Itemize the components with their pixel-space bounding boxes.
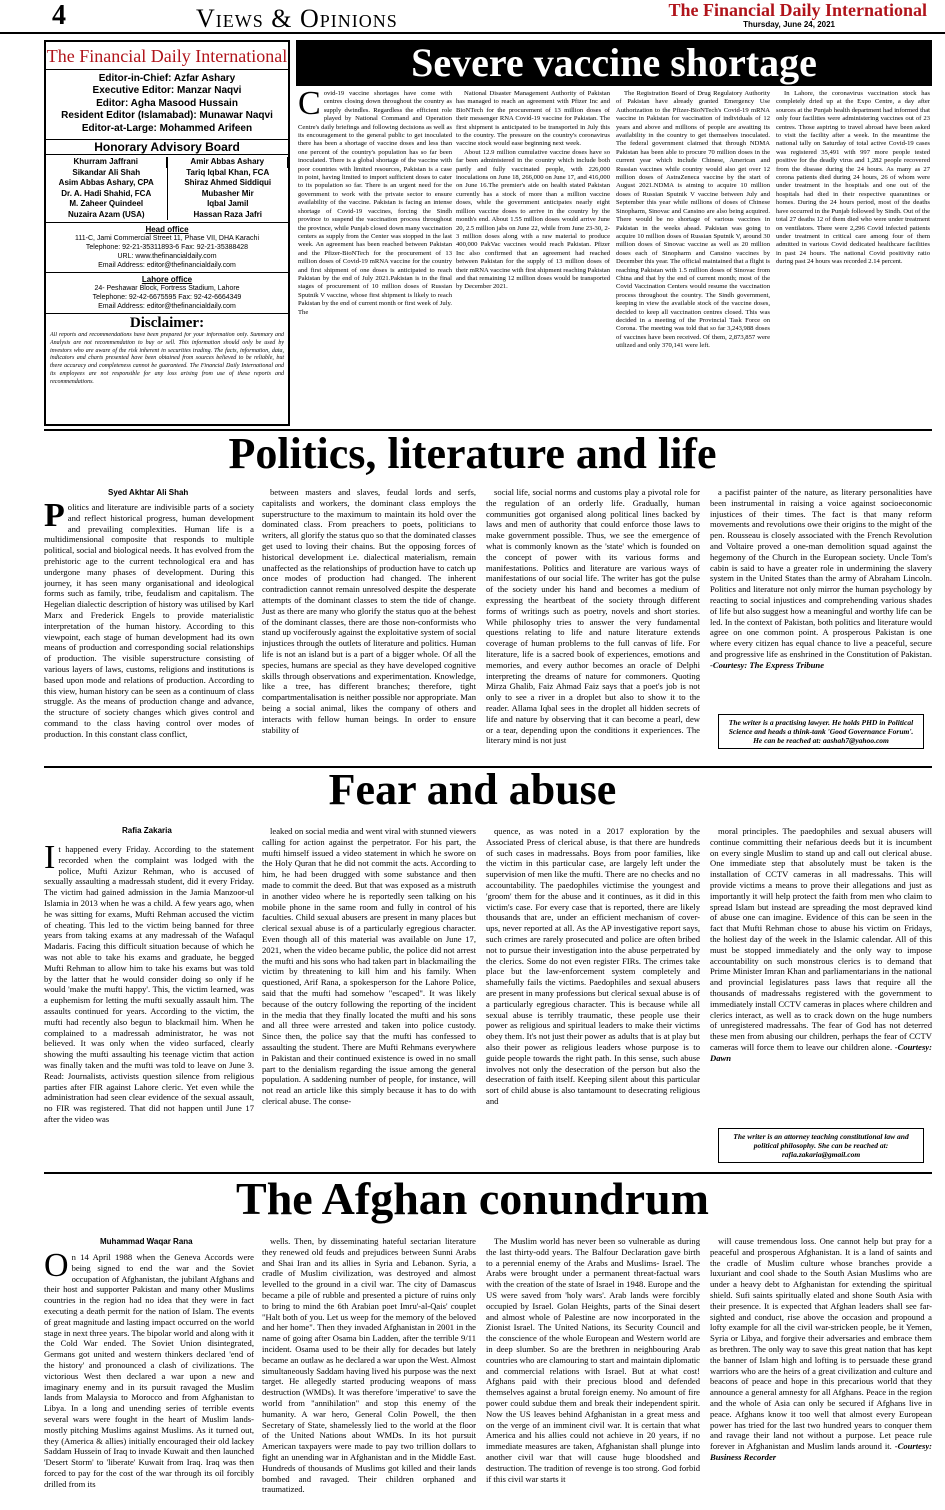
article-1-headline: Politics, literature and life	[228, 429, 717, 478]
article-2-byline: Rafia Zakaria	[122, 826, 172, 835]
article-2-column-2	[262, 826, 476, 1166]
article-3-column-1	[44, 1252, 254, 1506]
head-office-address	[46, 234, 288, 273]
board-member: Shiraz Ahmed Siddiqui	[184, 178, 272, 188]
paragraph: National Disaster Management Authority of Pakistan has managed to reach an agreement with Pfizer Inc and BioNTech for the procurement of 13 million doses of their messenger RNA Covid-19 vaccine for Pakistan. The first shipment is anticipated to be transported in July this to the country. The pressure on the country's coronavirus vaccine stock would ease beginning next week.	[456, 90, 610, 148]
column-text: t happened every Friday. According to the statement recorded when the complaint was lodged with the police, Mufti Azizur Rehman, who is accused of sexually assaulting a madressah student, did it every Friday. The victim had gained admission in the Jamia Manzoor-ul Islamia in 2013 when he was a child. A few years ago, when he was sitting for exams, Mufti Rehman accused the victim of cheating. This led to the victim being banned for three years from taking exams at any madressah of the Wafaqul Madaris. Facing this difficult situation because of which he was not able to take his exams and graduate, he begged Mufti Rehman to allow him to take his exams but was told by the latter that he would consider doing so only if he would 'make the mufti happy'. This, the victim learned, was a euphemism for letting the mufti sexually assault him. The assaults continued for years. According to the victim, the mufti had recently also begun to blackmail him. When he complained to a madressah administrator, he was not believed. It was only when the video surfaced, clearly showing the mufti assaulting his teenage victim that action was finally taken and the mufti was told to leave on June 3. Read: Journalists, activists question silence from religious parties after FIR against Lahore cleric. Yet even while the administration had seen clear evidence of the sexual assault, no FIR was registered. That did not happen until June 17 after the video was	[44, 844, 254, 1124]
editor-line: Editor-in-Chief: Azfar Ashary	[98, 73, 236, 84]
drop-cap: P	[44, 502, 65, 534]
drop-cap: O	[44, 1252, 69, 1284]
board-member: Tariq Iqbal Khan, FCA	[186, 167, 270, 177]
box-paper-name: The Financial Daily International	[46, 42, 288, 70]
drop-cap: C	[298, 90, 321, 122]
paragraph: leaked on social media and went viral with stunned viewers calling for action against the perpetrator. For his part, the mufti himself issued a video statement in which he swore on the Holy Quran that he did not commit the acts. According to him, he had been drugged with some substance and then made to commit the deed. But that was exposed as a mistruth in another video where he is reportedly seen talking on his mobile phone in the same room and fully in control of his faculties. Child sexual abusers are present in many places but clerical sexual abuse is of a particularly egregious character. Even though all of this material was available on June 17, 2021, when the video became public, the police did not arrest the mufti and his sons who had taken part in blackmailing the victim by threatening to kill him and his family. When questioned, Arif Rana, a spokesperson for the Lahore Police, said that the mufti had somehow "escaped". It was likely because of the outcry following the reporting of the incident in the media that they finally located the mufti and his sons and all three were arrested and taken into police custody. Since then, the police say that the mufti has confessed to assaulting the student. There are Mufti Rehmans everywhere in Pakistan and their continued existence is owed in no small part to the denialism regarding the issue among the general population. A saddening number of people, for instance, will not read an article like this simply because it has to do with clerical abuse. The conse-	[262, 826, 476, 1106]
paragraph: In Lahore, the coronavirus vaccination stock has completely dried up at the Expo Centre, a day after sources at the Punjab health department had informed that only four facilities were administering vaccines out of 23 centres. Those aspiring to travel abroad have been asked to visit the facility after a week. In the meantime the national tally on Saturday of total active Covid-19 cases was registered 35,491 with 997 more people tested positive for the deadly virus and 1,282 people recovered from the disease during the 24 hours. As many as 27 corona patients died during 24 hours, 26 of whom were under treatment in the hospitals and one out of the hospitals had died in their respective quarantines or homes. During the 24 hours period, most of the deaths have occurred in the Punjab followed by Sindh. Out of the total 27 deaths 12 of them died who were under treatment on ventilators. There were 2,296 Covid infected patients under treatment in critical care among four of them admitted in various Covid dedicated healthcare facilities in past 24 hours. The national Covid positivity ratio during past 24 hours was recorded 2.14 percent.	[776, 90, 930, 266]
address-line: Email Address: editor@thefinancialdaily.com	[98, 262, 236, 270]
paragraph: About 12.9 million cumulative vaccine doses have so far been administered in the country which include both partly and fully vaccinated people, with 226,000 inoculations on June 18, 266,000 on June 17, and 416,000 on June 16.The premier's aide on health stated Pakistan currently has a stock of more than a million vaccine doses, while the government anticipates nearly eight million vaccine doses to arrive in the country by the month's end. About 1.55 million doses would arrive June 20, 2.5 million jabs on June 22, while from June 23-30, 2-3 million doses along with a raw material to produce 400,000 PakVac vaccines would reach Pakistan. Pfizer Inc also confirmed that an agreement had reached between Pakistan for the supply of 13 million doses of their mRNA vaccine with first shipment reaching Pakistan and that remaining 12 million doses would be transported by December 2021.	[456, 148, 610, 291]
disclaimer-text: All reports and recommendations have been prepared for your information only. Summary and Analysis are not recommendation to buy or sell. This information should only be used by investors who are aware of the risk inherent in securities trading. The facts, information, data, indicators and charts presented have been obtained from sources believed to be reliable, but there accuracy and completeness cannot be guaranteed. The Financial Daily International and its employees are not responsible for any loss arising from use of these reports and recommendations.	[50, 332, 284, 385]
section-title: Views & Opinions	[196, 4, 398, 33]
address-line: Telephone: 92-42-6675595 Fax: 92-42-6664349	[92, 294, 242, 302]
drop-cap: I	[44, 844, 56, 876]
article-3-column-4	[710, 1236, 932, 1506]
paragraph: quence, as was noted in a 2017 exploration by the Associated Press of clerical abuse, is that there are hundreds of such cases in madressahs. Boys from poor families, like the victim in this particular case, are largely left under the supervision of men like the mufti. There are no checks and no accountability. The paedophiles victimise the youngest and 'groom' them for the abuse and it continues, as it did in this victim's case. For every case that is reported, there are likely thousands that are, under an efficient mechanism of cover-ups, never reported at all. As the AP investigative report says, such crimes are rarely prosecuted and police are often bribed not to pursue their investigation into the abuse perpetrated by the clerics. Some do not even register FIRs. The crimes take place but the law-enforcement system completely and shamefully fails the victims. Paedophiles and sexual abusers are present in many professions but clerical sexual abuse is of a particularly egregious character. This is because while all sexual abuse is terribly traumatic, these people use their power as religious and spiritual leaders to make their victims obey them. It's not just their power as adults that is at play but also their power as religious leaders whose purpose is to guide people towards the right path. In this sense, such abuse involves not only the desecration of the person but also the desecration of faith itself. Keeping silent about this particular sort of child abuse is also tantamount to desecrating religious and	[486, 826, 700, 1106]
author-note: The writer is an attorney teaching constitutional law and political philosophy. She can be reached at: rafia.zakaria@gmail.com	[718, 1128, 924, 1163]
board-member: Sikandar Ali Shah	[72, 167, 141, 177]
article-2-column-1	[44, 844, 254, 1166]
editor-line: Resident Editor (Islamabad): Munawar Naqvi	[61, 110, 273, 122]
article-1-column-3	[486, 487, 700, 762]
article-2-column-4	[710, 826, 932, 1122]
paragraph: The Muslim world has never been so vulnerable as during the last thirty-odd years. The Balfour Declaration gave birth to a perennial enemy of the Arabs and Muslims- Israel. The Arabs were brought under a permanent threat-factual wars with the creation of the state of Israel in 1948. Europe and the US were saved from 'holy wars'. Arab lands were forcibly occupied by Israel. Golan Heights, parts of the Sinai desert and almost whole of Palestine are now incorporated in the Zionist Israel. The United Nations, its Security Council and the conscience of the whole European and Western world are in deep slumber. So are the brethren in neighbouring Arab countries who are clamouring to start and maintain diplomatic and commercial relations with Israel. But at what cost! Afghans paid with their precious blood and defended themselves against a brutal foreign enemy. No amount of fire power could subdue them and break their independent spirit. Now the US leaves behind Afghanistan in a great mess and on the verge of an imminent civil war. It is certain that what America and his allies could not achieve in 20 years, if no immediate measures are taken, Afghanistan shall plunge into another civil war that will cause huge bloodshed and destruction. The tradition of revenge is too strong. God forbid if this civil war starts it	[486, 1236, 700, 1484]
article-3-headline: The Afghan conundrum	[236, 1173, 709, 1224]
editorial-column-4	[776, 90, 930, 424]
board-member: Nuzaira Azam (USA)	[67, 209, 145, 219]
head-office-title: Head office	[145, 225, 189, 235]
column-text: n 14 April 1988 when the Geneva Accords were being signed to end the war and the Soviet occupation of Afghanistan, the jubilant Afghans and their host and supporter Pakistan and many other Muslims countries in the region had no idea that they were in fact executing a death permit for the nation of Islam. The events of great magnitude and lasting impact occurred on the world stage in next three years. The bipolar world and along with it the Cold War ended. The Soviet Union disintegrated, Germans got united and western thinkers declared 'end of the history' and pronounced a clash of civilizations. The victorious West then declared a war upon a new and imaginary enemy and in its pursuit ravaged the Muslim lands from Malaysia to Morocco and from Afghanistan to Libya. In a long and unending series of terrible events several wars were fought in the heart of Muslim lands- mostly pitching Muslims against Muslims. As it turned out, they (America & allies) initially encouraged their old lackey Saddam Hussein of Iraq to invade Kuwait and then launched 'Desert Storm' to 'liberate' Kuwait from Iraq. Iraq was then forced to pay for the cost of the war through its oil forcibly drilled from its	[44, 1252, 254, 1489]
board-member: Khurram Jaffrani	[46, 157, 167, 168]
address-line: 24- Peshawar Block, Fortress Stadium, Lahore	[94, 285, 240, 293]
article-3-byline: Muhammad Waqar Rana	[100, 1237, 193, 1246]
page-header	[0, 0, 945, 34]
article-1-byline: Syed Akhtar Ali Shah	[108, 488, 189, 497]
advisory-board-members	[46, 155, 288, 223]
board-member: Hassan Raza Jafri	[193, 209, 262, 219]
advisory-board-title: Honorary Advisory Board	[46, 139, 288, 155]
column-text: olitics and literature are indivisible parts of a society and reflect historical progress, human development and prevailing complexities. Human life is a multidimensional composite that responds to multiple political, social and biological needs. It has evolved from the prehistoric age to the current technological era and has undergone many phases of development. During this journey, it has seen many organisational and ideological forms such as family, tribe, feudalism and capitalism. The Hegelian dialectic description of history was utilised by Karl Marx and Frederick Engels to provide materialistic interpretation of the human history. According to this viewpoint, each stage of human development had its own means of production and corresponding social relationships of production. The visible superstructure consisting of various layers of laws, customs, religions and institutions is based upon mode and relations of production. According to this view, human history can be seen as a continuum of class struggle. As the means of production change and advance, the structure of society changes which gives control and command to the class having control over modes of production. In this constant class conflict,	[44, 502, 254, 739]
editorial-box	[44, 40, 290, 426]
paragraph: will cause tremendous loss. One cannot help but pray for a peaceful and prosperous Afghanistan. It is a land of saints and the cradle of Muslim culture whose branches provide a luxuriant and cool shade to the South Asian Muslims who are under a heavy debt to Afghanistan for extending the spiritual shield. Sufi saints spiritually elated and shone South Asia with their presence. It is expected that Afghan leaders shall see far-sighted and conduct, rise above the occasion and propound a lofty example for all the civil war-stricken people, be it Yemen, Syria or Libya, and forgive their adversaries and embrace them as brethren. The only way to save this great nation that has kept the banner of Islam high and lofting is to persuade these grand warriors who are the heirs of a great civilization and culture and beacons of peace and hope in this precarious world that they announce a general amnesty for all Afghans. Peace in the region and the whole of Asia can only be secured if Afghans live in peace. Afghans know it too well that almost every European power has tried for the last two hundred years to conquer them and ravage their land not without a purpose. Let peace rule forever in Afghanistan and Muslim lands around it.	[710, 1236, 932, 1452]
board-member: Amir Abbas Ashary	[168, 157, 289, 168]
article-2-headline: Fear and abuse	[328, 765, 617, 814]
issue-date: Thursday, June 24, 2021	[743, 20, 835, 29]
address-line: Email Address: editor@thefinancialdaily.com	[98, 303, 236, 311]
board-member: Iqbal Jamil	[207, 199, 249, 209]
masthead: The Financial Daily International	[668, 0, 927, 20]
paragraph: social life, social norms and customs play a pivotal role for the regulation of an orderly life. Gradually, human communities got organised along political lines backed by laws and men of authority that could enforce those laws to make government possible. Thus, we see the emergence of what is commonly known as the 'state' which is founded on the concept of power with its various forms and manifestations. Politics and literature are various ways of manifestations of our social life. The writer has got the pulse of the society under his hand and becomes a medium of expressing the heartbeat of the society through different forms of writings such as poetry, novels and short stories. While philosophy tries to answer the very fundamental questions relating to life and nature literature extends coverage of human problems to the full canvas of life. For literature, life is a sacred book of experiences, emotions and memories, and every author becomes an oracle of Delphi interpreting the dreams of nature for commoners. Quoting Mirza Ghalib, Faiz Ahmad Faiz says that a poet's job is not only to see a river in a droplet but also to show it to the reader. Allama Iqbal sees in the droplet all hidden secrets of life and nature by observing that it can become a pearl, dew or a tear, depending upon the conditions it experiences. The literary mind is not just	[486, 487, 700, 746]
editorial-headline: Severe vaccine shortage	[296, 40, 932, 86]
author-note: The writer is a practising lawyer. He holds PHD in Political Science and heads a think-tank 'Good Governance Forum'. He can be reached at: aashah7@yahoo.com	[718, 714, 924, 749]
article-2-column-3	[486, 826, 700, 1166]
article-1-column-4	[710, 487, 932, 709]
column-text: ovid-19 vaccine shortages have come with centres closing down throughout the country as supply dwindles. Regardless the efficient role played by National Command and Operation Centre's daily briefings and following decisions as well as its encouragement to the general public to get inoculated there has been a shortage of vaccine doses and less than one percent of the country's population has so far been inoculated. There is a global shortage of the vaccine with poor countries with limited resources, Pakistan is a case in point, having limited to import sufficient doses to cater to its population so far. There is an urgent need for the government to work with the private sector to ensure availability of the vaccine. Pakistan is facing an intense shortage of Covid-19 vaccines, forcing the Sindh province to suspend the vaccination process throughout the province, while Punjab closed down many vaccination centers as supply from the Center was stopped in the last week. An agreement has been reached between Pakistan and the Pfizer-BioNTech for the procurement of 13 million doses of Covid-19 mRNA vaccine for the country and first shipment of one doses is anticipated to reach Pakistan by the end of July 2021.Pakistan is in the final stages of procurement of 10 million doses of Russian Sputnik V vaccine, whose first shipment is likely to reach Pakistan by the end of current month or first week of July. The	[298, 90, 452, 316]
board-member: Mubasher Mir	[201, 188, 254, 198]
disclaimer-title: Disclaimer:	[129, 315, 205, 332]
paragraph: moral principles. The paedophiles and sexual abusers will continue committing their nefarious deeds but it is incumbent on every single Muslim to stand up and call out clerical abuse. One immediate step that absolutely must be taken is the installation of CCTV cameras in all madressahs. This will provide victims a means to prove their allegations and just as importantly it will help protect the faith from men who claim to spread Islam but instead are spreading the most depraved kind of abuse one can imagine. Evidence of this can be seen in the fact that Mufti Rehman chose to abuse his victim on Fridays, the holiest day of the week in the Islamic calendar. All of this must be stopped immediately and the only way to impose accountability on such monstrous clerics is to demand that Prime Minister Imran Khan and parliamentarians in the national and provincial legislatures pass laws that require all the thousands of madressahs registered with the government to immediately install CCTV cameras in places where children and clerics interact, as well as to crack down on the huge numbers of unregistered madressahs. The fear of God has not deterred these men from abusing our children, perhaps the fear of CCTV cameras will force them to leave our children alone.	[710, 826, 932, 1052]
paragraph: wells. Then, by disseminating hateful sectarian literature they renewed old feuds and prejudices between Sunni Arabs and Shai Iran and its allies in Syria and Lebanon. Syria, a cradle of Muslim civilization, was destroyed and almost levelled to the ground in a civil war. The city of Damascus became a pile of rubble and presented a picture of ruins only to bring to mind the 6th Arabian poet Imru'-al-Qais' couplet "Halt both of you. Let us weep for the memory of the beloved and her home". Then they invaded Afghanistan in 2001 in the name of going after Osama bin Ladden, after the terrible 9/11 incident. Osama used to be their ally for decades but lately became an outlaw as he declared a war upon the West. Almost simultaneously Saddam having lived his purpose was the next target. He allegedly started producing weapons of mass destruction (WMDs). It was therefore 'imperative' to save the world from "annihilation" and stop this enemy of the humanity. A war hero, General Colin Powell, the then Secretary of State, shamelessly lied to the world at the floor of the United Nations about WMDs. In its hot pursuit American taxpayers were made to pay two trillion dollars to fight an unending war in Afghanistan and in the Middle East. Hundreds of thousands of Muslims got killed and their lands bombed and ravaged. Their children orphaned and traumatized.	[262, 1236, 476, 1495]
article-1-column-1	[44, 502, 254, 762]
paragraph: a pacifist painter of the nature, as literary personalities have been instrumental in raising a voice against socioeconomic injustices of their times. The fact is that many reform movements and revolutions owe their origins to the might of the pen. Rousseau is closely associated with the French Revolution and Voltaire proved a one-man demolition squad against the hegemony of the Church in the European society. Uncle Tom's cabin is said to have a greater role in undermining the slavery system in the United States than the army of Abraham Lincoln. Politics and literature not only mirror the human psychology by reacting to social injustices and comprehending various shades of life but also suggest how a meaningful and worthy life can be led. In the context of Pakistan, both politics and literature would agree on one common point. A prosperous Pakistan is one where every citizen has equal chance to live a peaceful, secure and progressive life as enshrined in the Constitution of Pakistan.	[710, 487, 932, 659]
editor-line: Executive Editor: Manzar Naqvi	[92, 85, 242, 97]
lahore-office-address	[46, 284, 288, 314]
paragraph: between masters and slaves, feudal lords and serfs, capitalists and workers, the dominant class employs the superstructure to the maximum to maintain its hold over the dominated class. From preachers to poets, politicians to writers, all glorify the status quo so that the dominated classes get used to loving their chains. But the opposing forces of historical development i.e. dialectical materialism, remain unaffected as the relationships of production have to catch up once modes of production had changed. The inherent contradiction cannot remain unresolved despite the desperate attempts of the dominant classes to stem the tide of change. Just as there are many who glorify the status quo at the behest of the dominant classes, there are those non-conformists who stand up vociferously against the exploitative system of social injustices through the outlets of literature and politics. Human life is not an island but is a part of a bigger whole. Of all the species, humans are special as they have developed cognitive skills through observations and experimentation. Knowledge, like a tree, has different branches; therefore, tight compartmentalisation is neither possible nor appropriate. Man being a social animal, likes the company of others and interacts with fellow human beings. In order to ensure stability of	[262, 487, 476, 735]
article-credit: -Courtesy: Business Recorder	[710, 1441, 932, 1462]
editor-line: Editor-at-Large: Mohammed Arifeen	[81, 122, 253, 134]
editorial-column-1	[298, 90, 452, 424]
editorial-column-2	[456, 90, 610, 424]
lahore-office-title: Lahore office	[141, 275, 193, 285]
board-member: Dr. A. Hadi Shahid, FCA	[61, 188, 152, 198]
editorial-column-3	[616, 90, 770, 424]
address-line: 111-C, Jami Commercial Street 11, Phase VII, DHA Karachi	[74, 235, 259, 243]
article-credit: -Courtesy: The Express Tribune	[710, 659, 825, 670]
page-number: 4	[52, 0, 66, 31]
article-1-column-2	[262, 487, 476, 762]
board-member: M. Zaheer Quindeel	[69, 199, 144, 209]
editor-line: Editor: Agha Masood Hussain	[96, 97, 238, 109]
address-line: URL: www.thefinancialdaily.com	[117, 253, 217, 261]
article-3-column-3	[486, 1236, 700, 1506]
article-credit: -Courtesy: Dawn	[710, 1041, 932, 1063]
article-3-column-2	[262, 1236, 476, 1506]
board-member: Asim Abbas Ashary, CPA	[58, 178, 154, 188]
address-line: Telephone: 92-21-35311893-6 Fax: 92-21-35388428	[85, 244, 249, 252]
paragraph: The Registration Board of Drug Regulatory Authority of Pakistan have already granted Emergency Use Authorization to the Pfizer-BioNTech's Covid-19 mRNA vaccine in Pakistan for vaccination of individuals of 12 years and above and millions of people are awaiting its availability in the country to get themselves inoculated. The federal government claimed that through NDMA Pakistan has been able to procure 70 million doses in the current year which include Chinese, American and Russian vaccines while country would also get over 12 million doses of AstraZeneca vaccine by the start of August 2021.NDMA is aiming to acquire 10 million doses of Russian Sputnik V vaccine between July and September this year while millions of doses of Chinese Sinopharm, Sinovac and Cansino are also being acquired. There would be no shortage of various vaccines in Pakistan in the weeks ahead. Pakistan was going to acquire 10 million doses of Russian Sputnik V, around 30 million doses of Sinovac vaccine as well as 20 million doses each of Sinopharm and Cansino vaccines by December this year. The official maintained that a flight is reaching Pakistan with 1.5 million doses of Sinovac from China and that by the end of current month; most of the Covid Vaccination Centers would resume the vaccination process throughout the country. The Sindh government, keeping in view the available stock of the vaccine doses, decided to keep all vaccination centres closed. This was decided in a meeting of the Provincial Task Force on Corona. The meeting was told that so far 3,243,988 doses of vaccines have been received. Of them, 2,873,857 were utilized and only 370,141 were left.	[616, 90, 770, 350]
